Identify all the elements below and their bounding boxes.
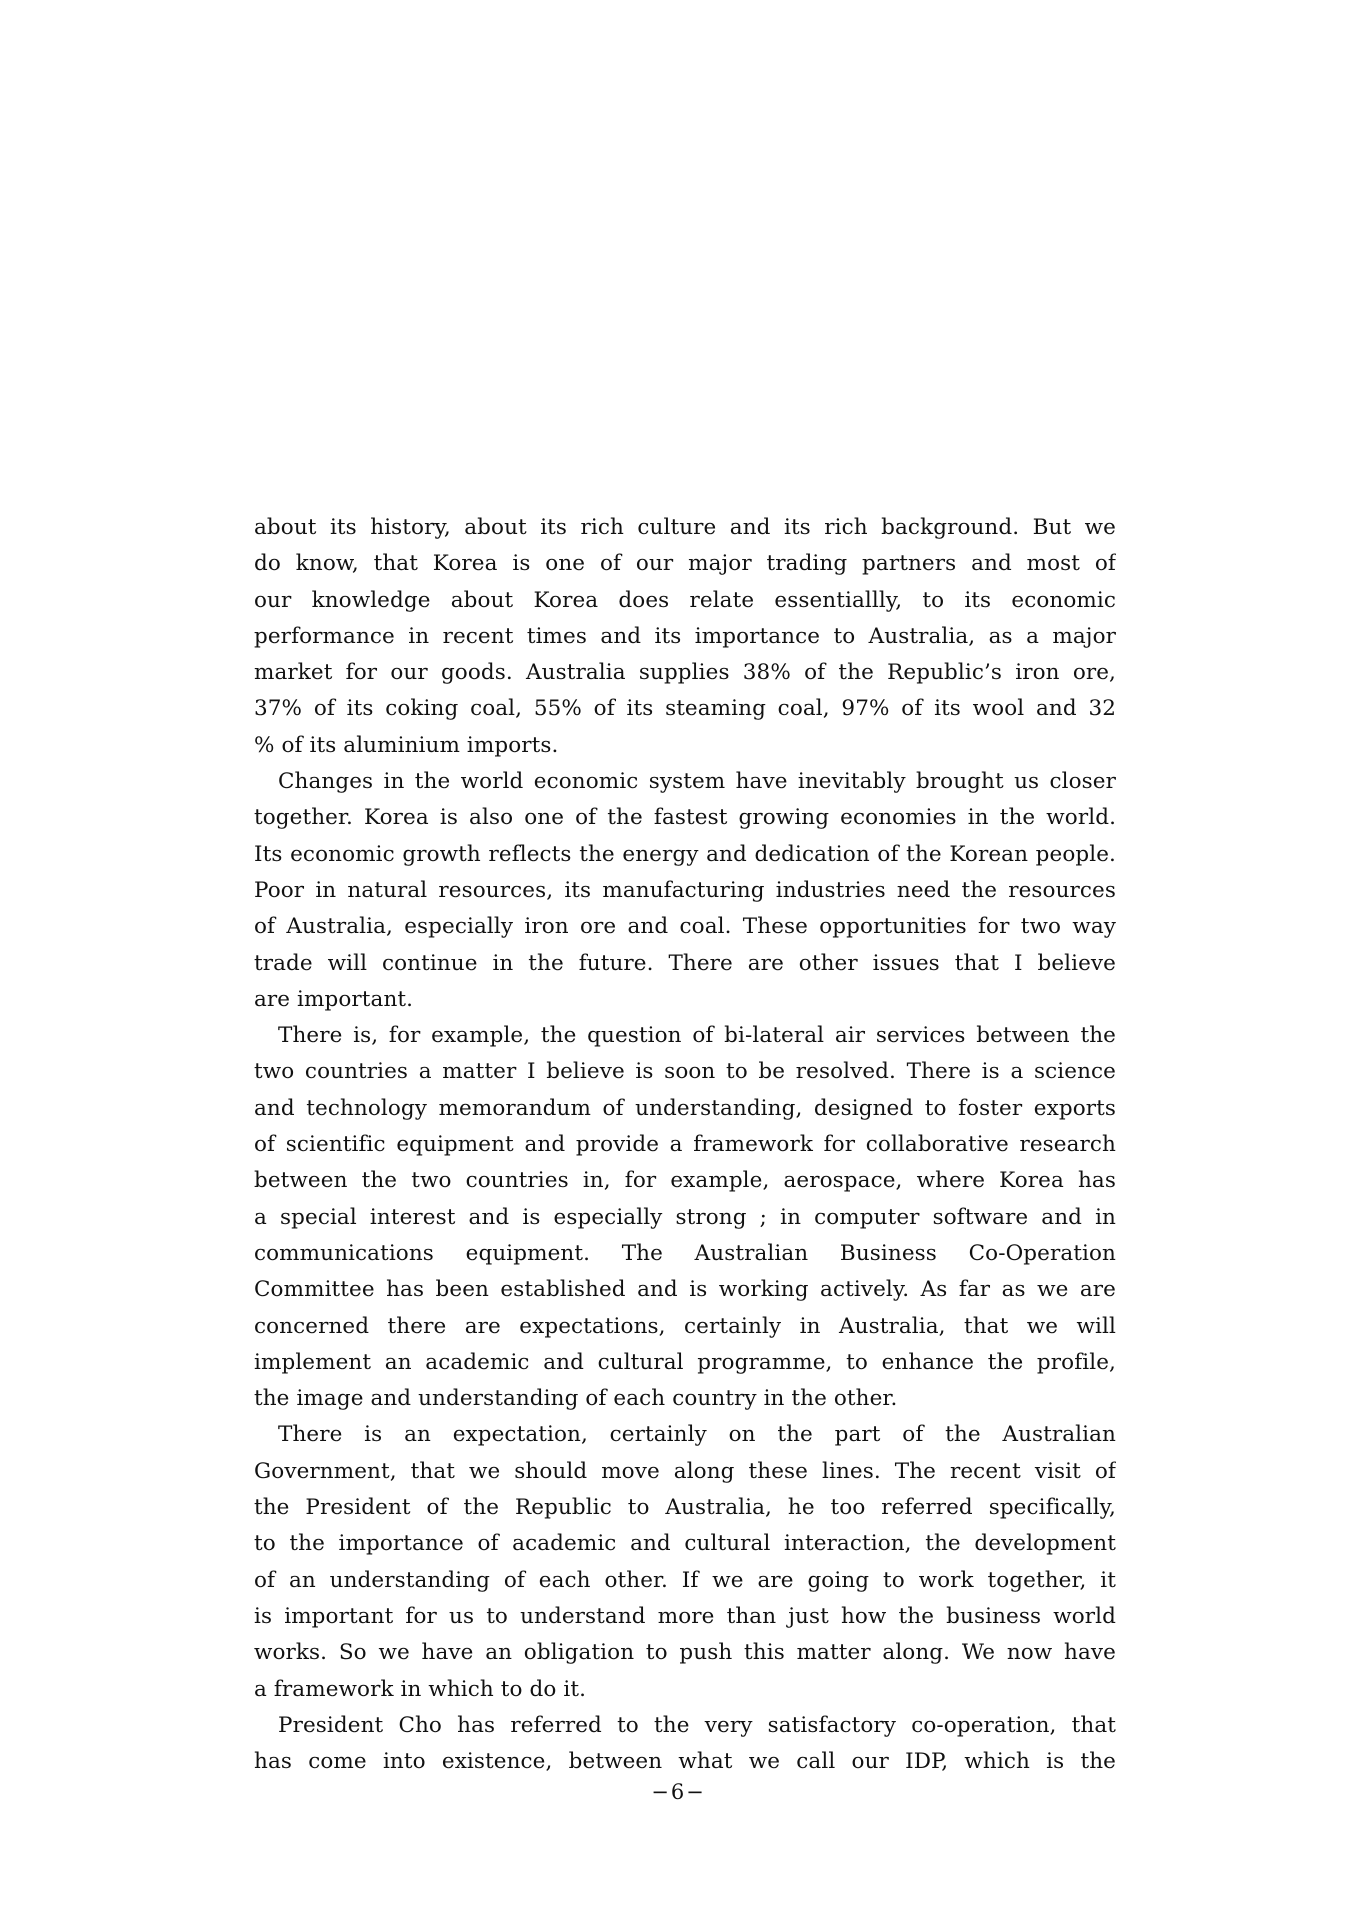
- text-line: about its history, about its rich culture and its rich background. But we: [254, 515, 1116, 540]
- text-line: of scientific equipment and provide a framework for collaborative research: [254, 1132, 1116, 1158]
- text-line: communications equipment. The Australian Business Co-Operation: [254, 1240, 1116, 1266]
- text-line: trade will continue in the future. There are other issues that I believe: [254, 950, 1116, 976]
- text-line: and technology memorandum of understanding, designed to foster exports: [254, 1095, 1116, 1121]
- text-line: 37% of its coking coal, 55% of its steaming coal, 97% of its wool and 32: [254, 696, 1116, 722]
- text-line: of Australia, especially iron ore and coal. These opportunities for two way: [254, 914, 1116, 940]
- text-line: between the two countries in, for example, aerospace, where Korea has: [254, 1168, 1116, 1194]
- text-line: of an understanding of each other. If we are going to work together, it: [254, 1567, 1116, 1593]
- text-line: to the importance of academic and cultural interaction, the development: [254, 1531, 1116, 1557]
- text-line: a special interest and is especially strong ; in computer software and in: [254, 1204, 1116, 1230]
- text-line: the President of the Republic to Australia, he too referred specifically,: [254, 1495, 1116, 1521]
- text-line: implement an academic and cultural programme, to enhance the profile,: [254, 1349, 1116, 1375]
- text-line: concerned there are expectations, certainly in Australia, that we will: [254, 1313, 1116, 1339]
- text-line: Changes in the world economic system have inevitably brought us closer: [278, 769, 1116, 795]
- body-text: [254, 510, 1116, 1780]
- text-line: are important.: [254, 986, 414, 1012]
- text-line: the image and understanding of each country in the other.: [254, 1386, 898, 1412]
- text-line: Committee has been established and is working actively. As far as we are: [254, 1277, 1116, 1303]
- text-line: President Cho has referred to the very satisfactory co-operation, that: [278, 1712, 1116, 1738]
- text-line: is important for us to understand more than just how the business world: [254, 1603, 1116, 1629]
- text-line: There is, for example, the question of bi-lateral air services between the: [278, 1023, 1116, 1049]
- text-line: market for our goods. Australia supplies 38% of the Republic’s iron ore,: [254, 660, 1116, 686]
- text-line: a framework in which to do it.: [254, 1676, 587, 1702]
- text-line: our knowledge about Korea does relate essentiallly, to its economic: [254, 587, 1116, 613]
- text-line: works. So we have an obligation to push this matter along. We now have: [254, 1640, 1116, 1666]
- text-line: two countries a matter I believe is soon to be resolved. There is a science: [254, 1059, 1116, 1085]
- text-line: together. Korea is also one of the fastest growing economies in the world.: [254, 805, 1116, 831]
- text-line: Poor in natural resources, its manufacturing industries need the resources: [254, 877, 1116, 903]
- text-line: performance in recent times and its importance to Australia, as a major: [254, 623, 1116, 649]
- text-line: has come into existence, between what we call our IDP, which is the: [254, 1749, 1116, 1775]
- text-line: Government, that we should move along these lines. The recent visit of: [254, 1458, 1116, 1484]
- text-line: There is an expectation, certainly on the part of the Australian: [278, 1422, 1116, 1448]
- text-line: do know, that Korea is one of our major trading partners and most of: [254, 551, 1116, 577]
- text-line: Its economic growth reflects the energy and dedication of the Korean people.: [254, 841, 1116, 867]
- page-number: −6−: [651, 1780, 706, 1804]
- text-line: % of its aluminium imports.: [254, 732, 559, 758]
